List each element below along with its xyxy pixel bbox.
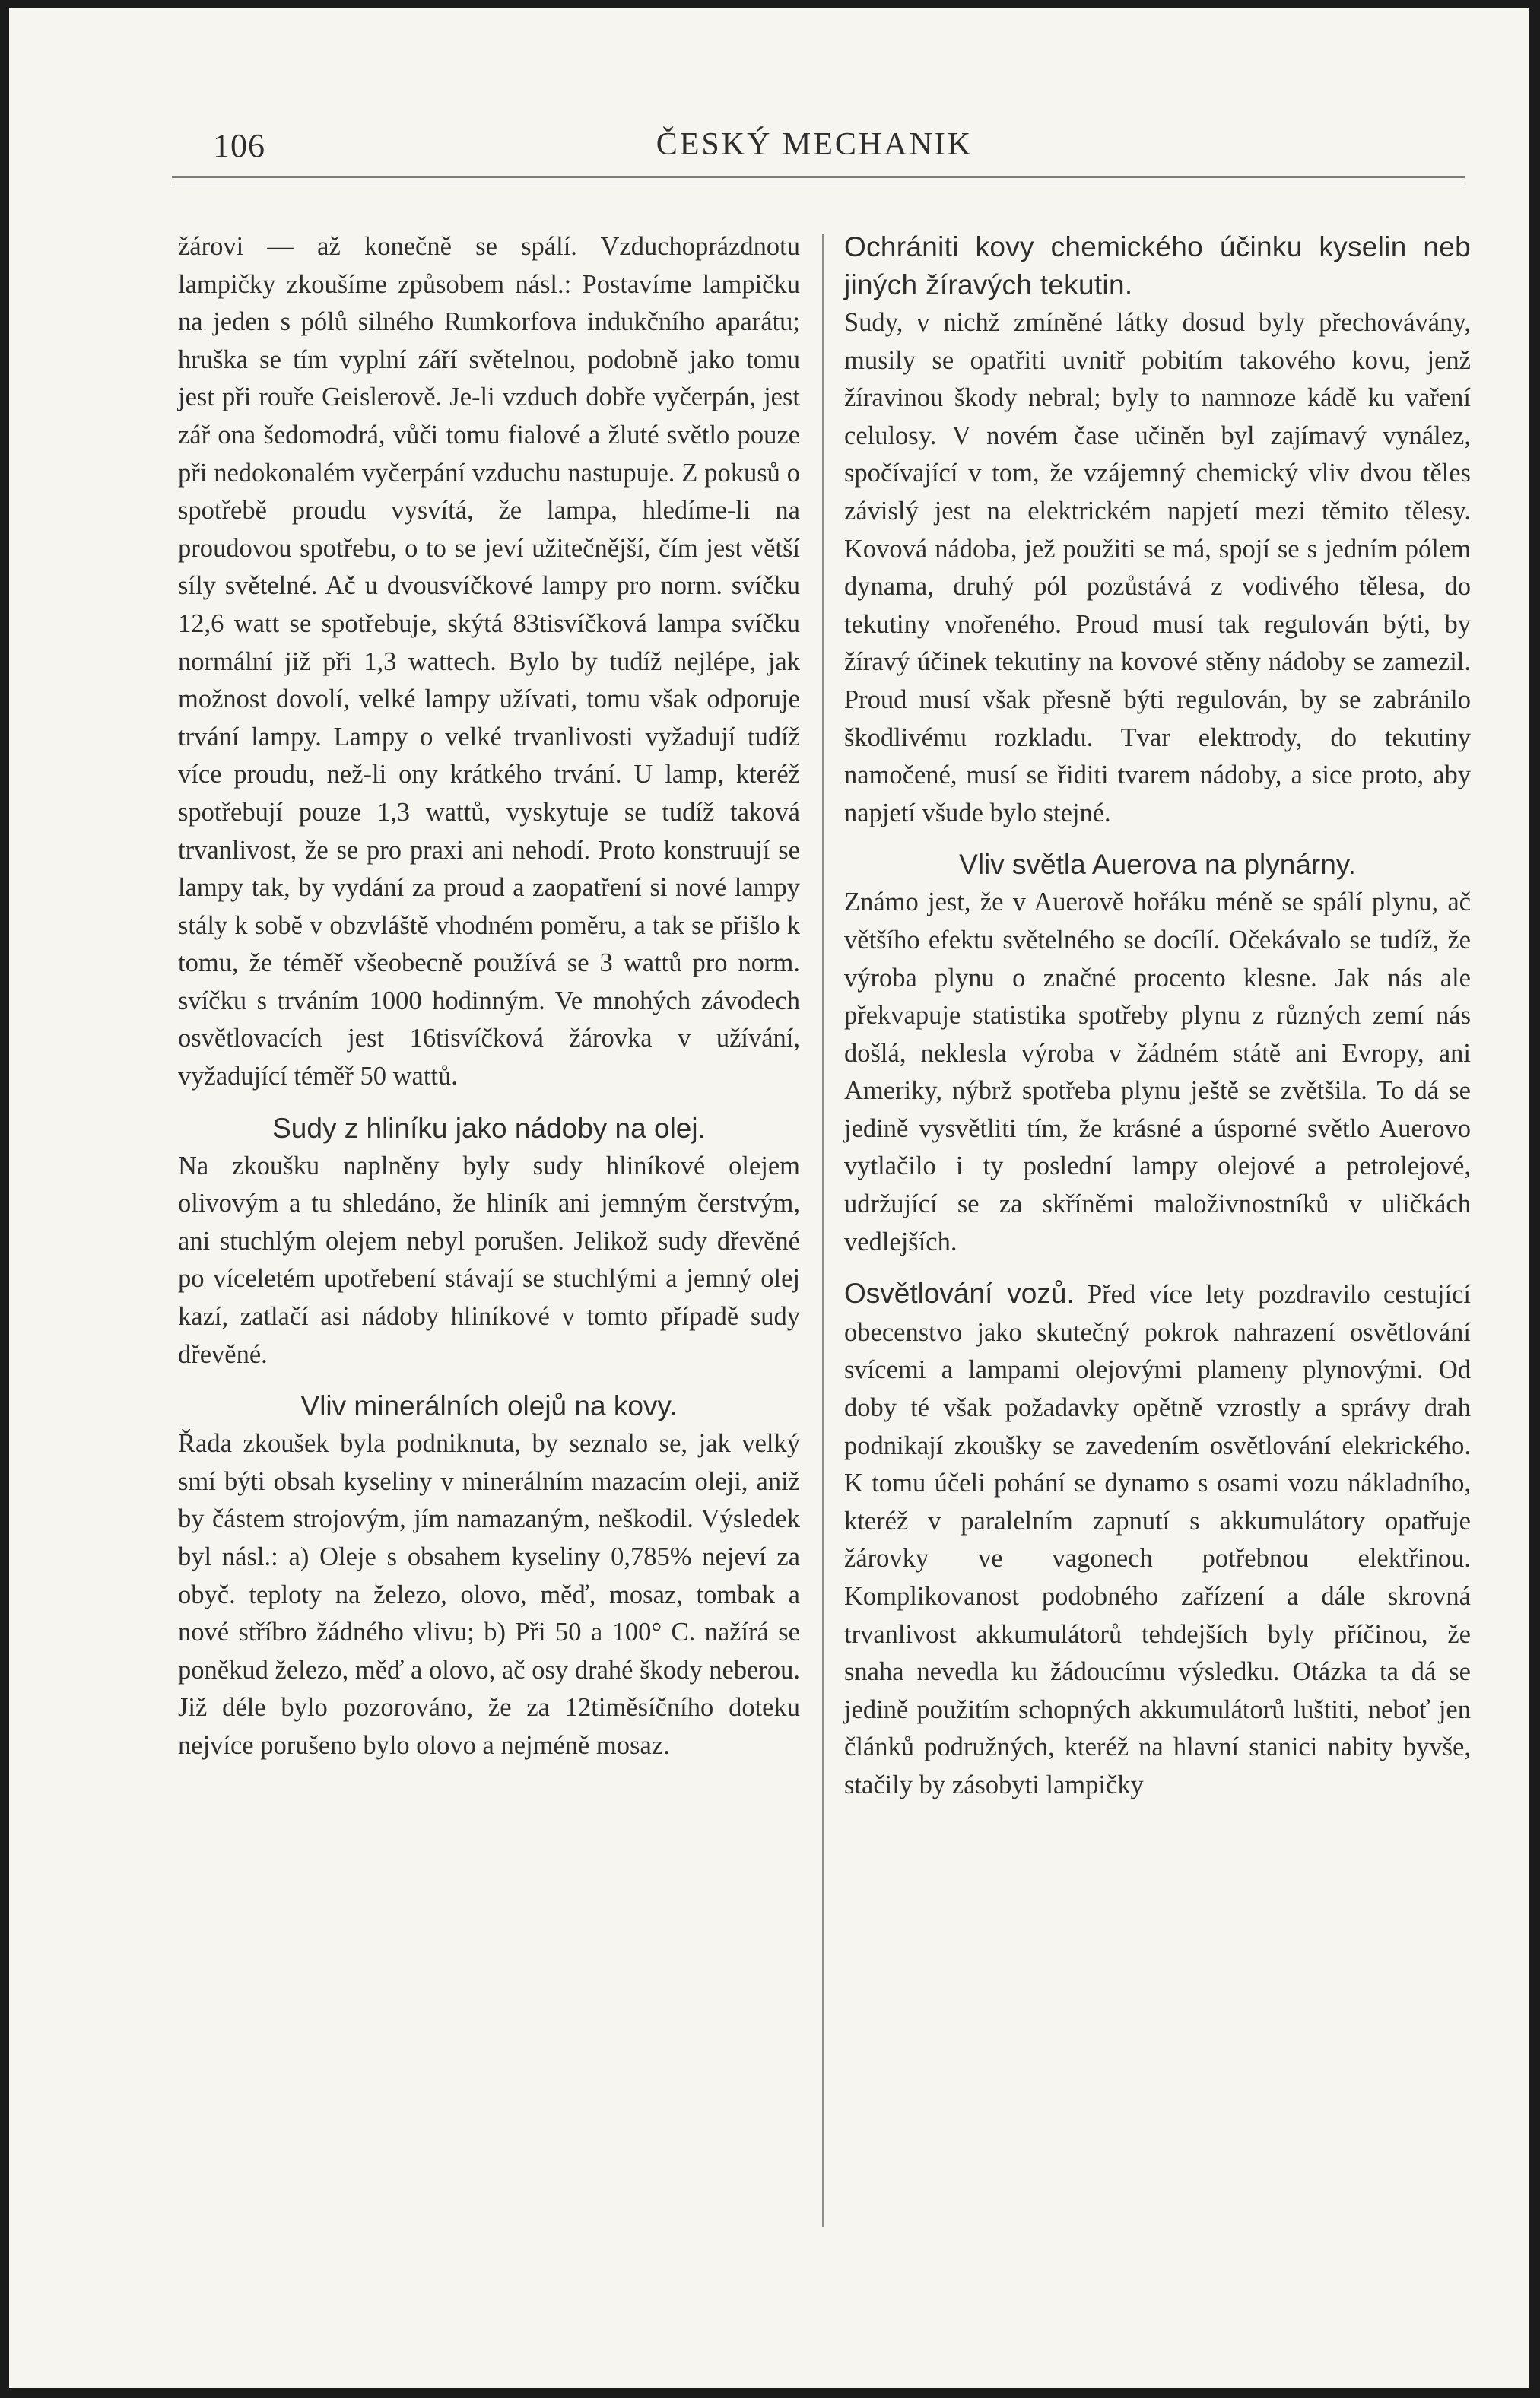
paragraph-protect-metals: Sudy, v nichž zmíněné látky dosud byly přechovávány, musily se opatřiti uvnitř pobitím takového kovu, jenž žíravinou škody nebral; byly to namnoze kádě ku vaření celulosy. V novém čase učiněn byl zajímavý vynález, spočívající v tom, že vzájemný chemický vliv dvou těles závislý jest na elektrickém napjetí mezi těmito tělesy. Kovová nádoba, jež použiti se má, spojí se s jedním pólem dynama, druhý pól pozůstává z vodivého tělesa, do tekutiny vnořeného. Proud musí tak regulován býti, by žíravý účinek tekutiny na kovové stěny nádoby se zamezil. Proud musí však přesně býti regulován, by se zabránilo škodlivému rozkladu. Tvar elektrody, do tekutiny namočené, musí se řiditi tvarem nádoby, a sice proto, aby napjetí všude bylo stejné. — [844, 308, 1471, 827]
right-column — [844, 228, 1471, 1805]
paragraph-car-lighting-text: Před více lety pozdravilo cestující obecenstvo jako skutečný pokrok nahrazení osvětlování svícemi a lampami olejovými plameny plynovými. Od doby té však požadavky opětně vzrostly a správy drah podnikají zkoušky se zavedením osvětlování elekrického. K tomu účeli pohání se dynamo s osami vozu nákladního, kteréž v paralelním zapnutí s akkumulátory opatřuje žárovky ve vagonech potřebnou elektřinou. Komplikovanost podobného zařízení a dále skrovná trvanlivost akkumulátorů tehdejších byly příčinou, že snaha nevedla ku žádoucímu výsledku. Otázka ta dá se jedině použitím schopných akkumulátorů luštiti, neboť jen článků podružných, kteréž na hlavní stanici nabity byvše, stačily by zásobyti lampičky — [844, 1280, 1471, 1799]
left-column — [178, 228, 800, 1765]
section-gap — [844, 1261, 1471, 1275]
runin-heading-car-lighting: Osvětlování vozů. — [844, 1278, 1075, 1310]
header-rule — [172, 176, 1465, 178]
heading-aluminium-barrels: Sudy z hliníku jako nádoby na olej. — [272, 1112, 706, 1144]
page-header — [9, 126, 1529, 172]
section-gap — [178, 1096, 800, 1110]
heading-auer-light: Vliv světla Auerova na plynárny. — [959, 849, 1356, 881]
running-title: ČESKÝ MECHANIK — [656, 127, 973, 162]
page — [9, 8, 1529, 2388]
paragraph-lamp-vacuum: žárovi — až konečně se spálí. Vzduchoprázdnotu lampičky zkoušíme způsobem násl.: Postavíme lampičku na jeden s pólů silného Rumkorfova indukčního aparátu; hruška se tím vyplní září světelnou, podobně jako tomu jest při rouře Geislerově. Je-li vzduch dobře vyčerpán, jest zář ona šedomodrá, vůči tomu fialové a žluté světlo pouze při nedokonalém vyčerpání vzduchu nastupuje. Z pokusů o spotřebě proudu vysvítá, že lampa, hledíme-li na proudovou spotřebu, o to se jeví užitečnější, čím jest větší síly světelné. Ač u dvousvíčkové lampy pro norm. svíčku 12,6 watt se spotřebuje, skýtá 83tisvíčková lampa svíčku normální již při 1,3 wattech. Bylo by tudíž nejlépe, jak možnost dovolí, velké lampy užívati, tomu však odporuje trvání lampy. Lampy o velké trvanlivosti vyžadují tudíž více proudu, než-li ony krátkého trvání. U lamp, kteréž spotřebují pouze 1,3 wattů, vyskytuje se tudíž taková trvanlivost, že se pro praxi ani nehodí. Proto konstruují se lampy tak, by vydání za proud a zaopatření si nové lampy stály k sobě v obzvláště vhodném poměru, a tak se přišlo k tomu, že téměř všeobecně používá se 3 wattů pro norm. svíčku s trváním 1000 hodinným. Ve mnohých závodech osvětlovacích jest 16tisvíčková žárovka v užívání, vyžadující téměř 50 wattů. — [178, 232, 800, 1091]
section-gap — [178, 1374, 800, 1387]
paragraph-auer-light: Známo jest, že v Auerově hořáku méně se spálí plynu, ač většího efektu světelného se docílí. Očekávalo se tudíž, že výroba plynu o značné procento klesne. Jak nás ale překvapuje statistika spotřeby plynu z různých zemí nás došlá, neklesla výroba v žádném státě ani Evropy, ani Ameriky, nýbrž spotřeba plynu ještě se zvětšila. To dá se jedině vysvětliti tím, že krásné a úsporné světlo Auerovo vytlačilo i ty poslední lampy olejové a petrolejové, udržující se za skříněmi maloživnostníků v uličkách vedlejších. — [844, 888, 1471, 1256]
heading-mineral-oils: Vliv minerálních olejů na kovy. — [300, 1390, 678, 1422]
page-number: 106 — [213, 127, 265, 164]
paragraph-mineral-oils: Řada zkoušek byla podniknuta, by seznalo se, jak velký smí býti obsah kyseliny v minerálním mazacím oleji, aniž by částem strojovým, jím namazaným, neškodil. Výsledek byl násl.: a) Oleje s obsahem kyseliny 0,785% nejeví za obyč. teploty na železo, olovo, měď, mosaz, tombak a nové stříbro žádného vlivu; b) Při 50 a 100° C. nažírá se poněkud železo, měď a olovo, ač osy drahé škody neberou. Již déle bylo pozorováno, že za 12timěsíčního doteku nejvíce porušeno bylo olovo a nejméně mosaz. — [178, 1429, 800, 1760]
heading-protect-metals: Ochrániti kovy chemického účinku kyselin neb jiných žíravých tekutin. — [844, 231, 1471, 300]
paragraph-car-lighting — [844, 1275, 1471, 1804]
column-divider — [822, 234, 824, 2227]
section-gap — [844, 832, 1471, 846]
paragraph-aluminium-barrels: Na zkoušku naplněny byly sudy hliníkové olejem olivovým a tu shledáno, že hliník ani jemným čerstvým, ani stuchlým olejem nebyl porušen. Jelikož sudy dřevěné po víceletém upotřebení stávají se stuchlými a jemný olej kazí, zatlačí asi nádoby hliníkové v tomto případě sudy dřevěné. — [178, 1151, 800, 1369]
